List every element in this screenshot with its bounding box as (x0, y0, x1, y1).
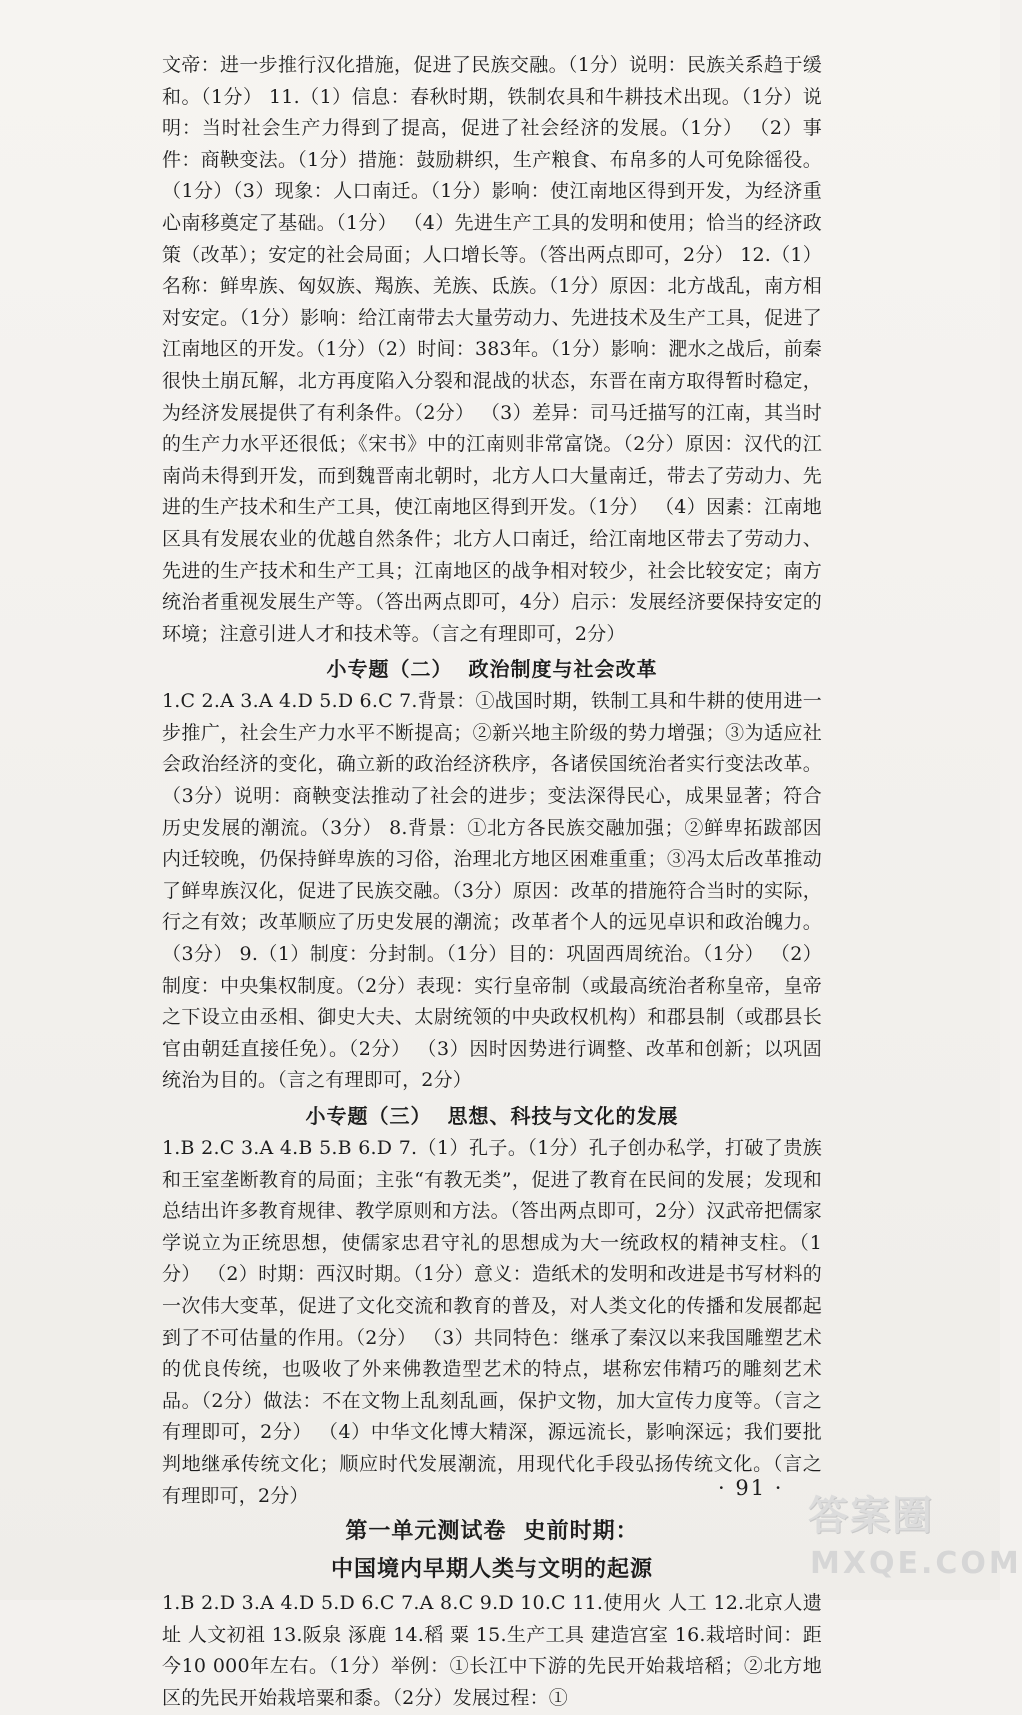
section-heading-2: 小专题（二） 政治制度与社会改革 (326, 657, 658, 682)
answer-paragraph-1: 文帝：进一步推行汉化措施，促进了民族交融。（1分）说明：民族关系趋于缓和。（1分） 11.（1）信息：春秋时期，铁制农具和牛耕技术出现。（1分）说明：当时社会生产力得到了提高，促进了社会经济的发展。（1分） （2）事件：商鞅变法。（1分）措施：鼓励耕织，生产粮食、布帛多的人可免除徭役。（1分）（3）现象：人口南迁。（1分）影响：使江南地区得到开发，为经济重心南移奠定了基础。（1分） （4）先进生产工具的发明和使用；恰当的经济政策（改革）；安定的社会局面；人口增长等。（答出两点即可，2分） 12.（1）名称：鲜卑族、匈奴族、羯族、羌族、氐族。（1分）原因：北方战乱，南方相对安定。（1分）影响：给江南带去大量劳动力、先进技术及生产工具，促进了江南地区的开发。（1分）（2）时间：383年。（1分）影响：淝水之战后，前秦很快土崩瓦解，北方再度陷入分裂和混战的状态，东晋在南方取得暂时稳定，为经济发展提供了有利条件。（2分） （3）差异：司马迁描写的江南，其当时的生产力水平还很低；《宋书》中的江南则非常富饶。（2分）原因：汉代的江南尚未得到开发，而到魏晋南北朝时，北方人口大量南迁，带去了劳动力、先进的生产技术和生产工具，使江南地区得到开发。（1分） （4）因素：江南地区具有发展农业的优越自然条件；北方人口南迁，给江南地区带去了劳动力、先进的生产技术和生产工具；江南地区的战争相对较少，社会比较安定；南方统治者重视发展生产等。（答出两点即可，4分）启示：发展经济要保持安定的环境；注意引进人才和技术等。（言之有理即可，2分） (162, 54, 822, 645)
unit-test-title-line1: 第一单元测试卷 史前时期： (345, 1519, 639, 1545)
watermark-top-text: 答案圈 (808, 1493, 934, 1539)
page-content (162, 50, 822, 1715)
site-watermark-logo (808, 1484, 1022, 1594)
watermark-bottom-text: MXQE.COM (810, 1546, 1022, 1581)
answer-paragraph-2: 1.C 2.A 3.A 4.D 5.D 6.C 7.背景：①战国时期，铁制工具和牛耕的使用进一步推广，社会生产力水平不断提高；②新兴地主阶级的势力增强；③为适应社会政治经济的变化，确立新的政治经济秩序，各诸侯国统治者实行变法改革。（3分）说明：商鞅变法推动了社会的进步；变法深得民心，成果显著；符合历史发展的潮流。（3分） 8.背景：①北方各民族交融加强；②鲜卑拓跋部因内迁较晚，仍保持鲜卑族的习俗，治理北方地区困难重重；③冯太后改革推动了鲜卑族汉化，促进了民族交融。（3分）原因：改革的措施符合当时的实际，行之有效；改革顺应了历史发展的潮流；改革者个人的远见卓识和政治魄力。（3分） 9.（1）制度：分封制。（1分）目的：巩固西周统治。（1分） （2）制度：中央集权制度。（2分）表现：实行皇帝制（或最高统治者称皇帝，皇帝之下设立由丞相、御史大夫、太尉统领的中央政权机构）和郡县制（或郡县长官由朝廷直接任免）。（2分） （3）因时因势进行调整、改革和创新；以巩固统治为目的。（言之有理即可，2分） (162, 690, 822, 1092)
page-number: · 91 · (718, 1476, 784, 1500)
answer-paragraph-3: 1.B 2.C 3.A 4.B 5.B 6.D 7.（1）孔子。（1分）孔子创办私学，打破了贵族和王室垄断教育的局面；主张“有教无类”，促进了教育在民间的发展；发现和总结出许多教育规律、教学原则和方法。（答出两点即可，2分）汉武帝把儒家学说立为正统思想，使儒家忠君守礼的思想成为大一统政权的精神支柱。（1分） （2）时期：西汉时期。（1分）意义：造纸术的发明和改进是书写材料的一次伟大变革，促进了文化交流和教育的普及，对人类文化的传播和发展都起到了不可估量的作用。（2分） （3）共同特色：继承了秦汉以来我国雕塑艺术的优良传统，也吸收了外来佛教造型艺术的特点，堪称宏伟精巧的雕刻艺术品。（2分）做法：不在文物上乱刻乱画，保护文物，加大宣传力度等。（言之有理即可，2分） （4）中华文化博大精深，源远流长，影响深远；我们要批判地继承传统文化；顺应时代发展潮流，用现代化手段弘扬传统文化。（言之有理即可，2分） (162, 1137, 822, 1507)
section-heading-3: 小专题（三） 思想、科技与文化的发展 (305, 1104, 679, 1128)
unit-test-title-line2: 中国境内早期人类与文明的起源 (330, 1557, 653, 1583)
answer-paragraph-4: 1.B 2.D 3.A 4.D 5.D 6.C 7.A 8.C 9.D 10.C 11.使用火 人工 12.北京人遗址 人文初祖 13.阪泉 涿鹿 14.稻 粟 15.生产工具 建造宫室 16.栽培时间：距今10 000年左右。（1分）举例：①长江中下游的先民开始栽培稻；②北方地区的先民开始栽培粟和黍。（2分）发展过程：① (162, 1592, 822, 1709)
